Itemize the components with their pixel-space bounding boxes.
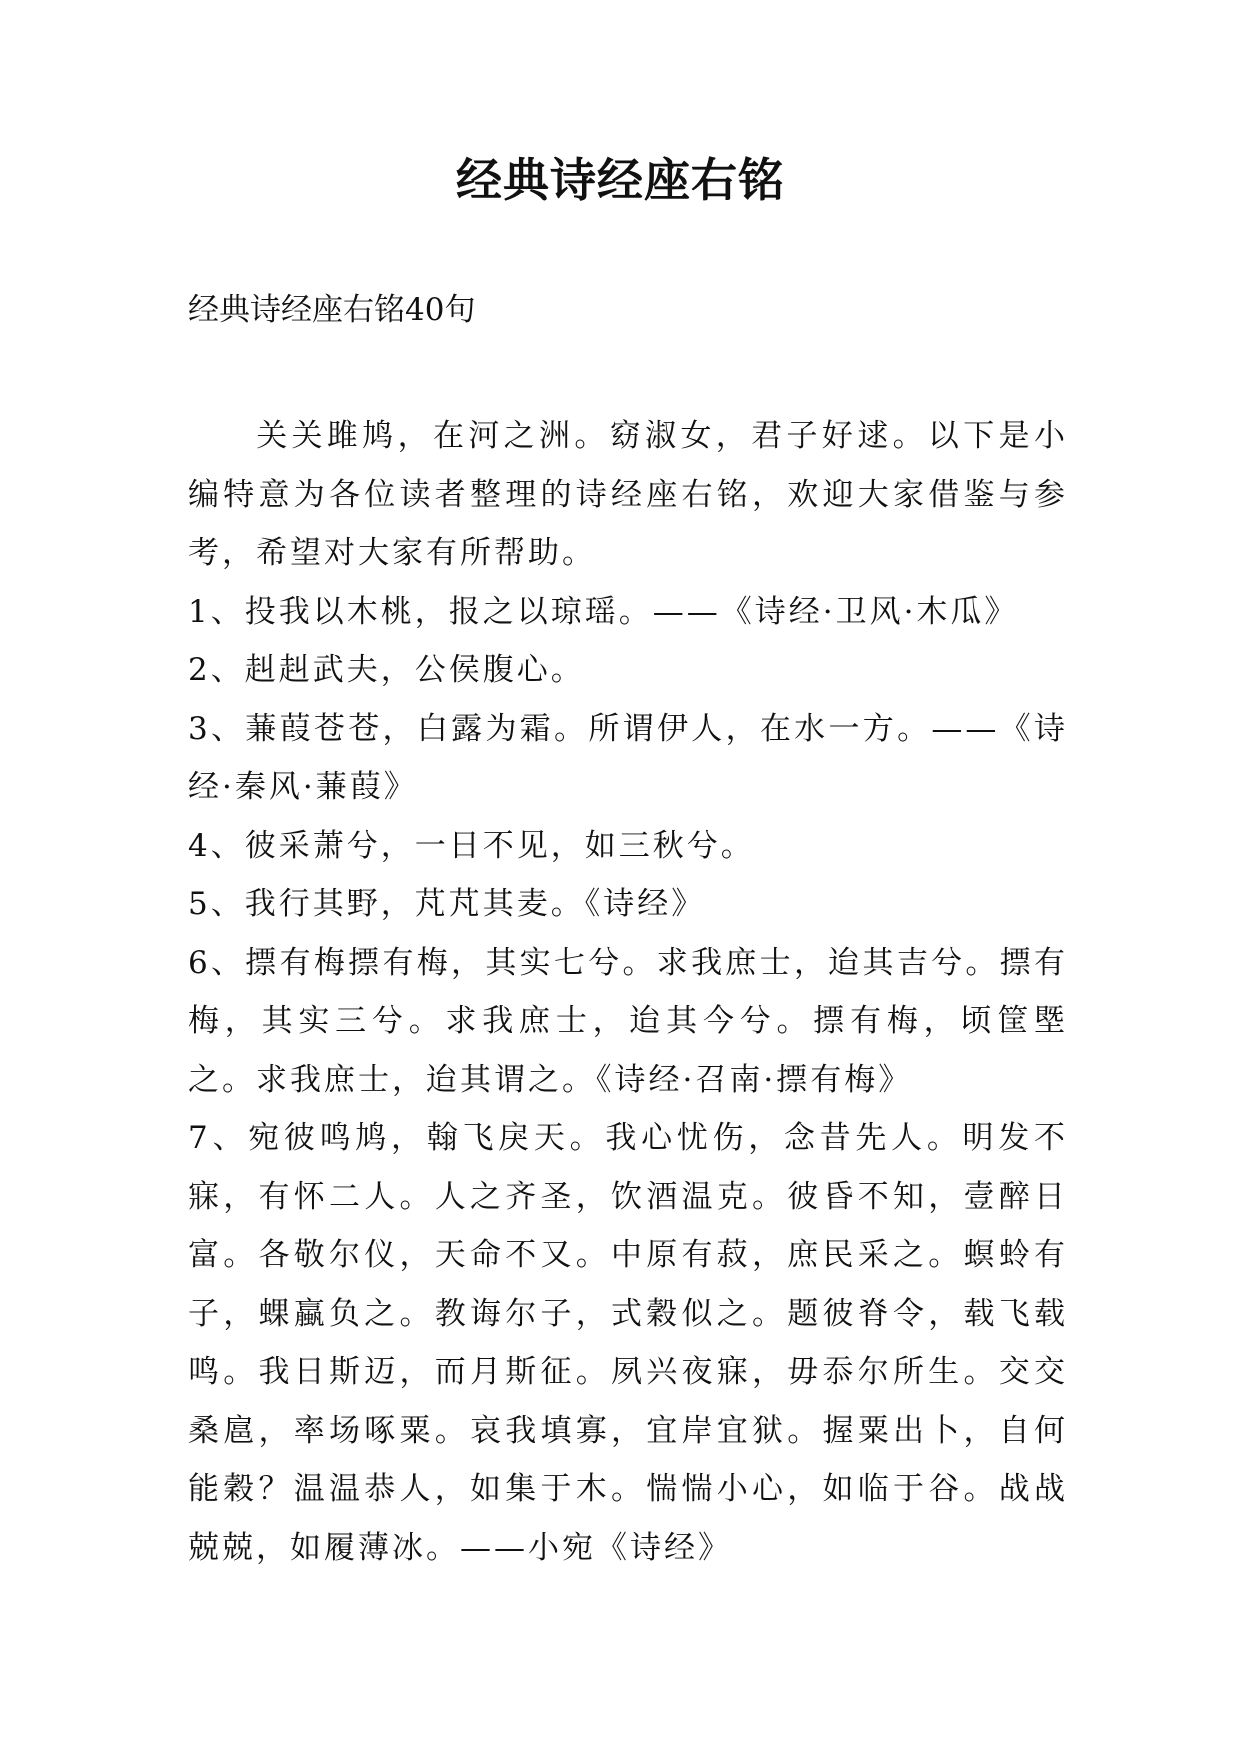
list-item: 5、我行其野，芃芃其麦。《诗经》 [188,886,706,922]
document-subtitle: 经典诗经座右铭40句 [188,292,476,328]
intro-paragraph: 关关雎鸠，在河之洲。窈淑女，君子好逑。以下是小编特意为各位读者整理的诗经座右铭，欢迎大家借鉴与参考，希望对大家有所帮助。 [188,418,1068,571]
document-body [188,407,1068,1577]
list-item: 4、彼采萧兮，一日不见，如三秋兮。 [188,827,755,864]
list-item: 2、赳赳武夫，公侯腹心。 [188,652,585,688]
list-item: 7、宛彼鸣鸠，翰飞戾天。我心忧伤，念昔先人。明发不寐，有怀二人。人之齐圣，饮酒温克。彼昏不知，壹醉日富。各敬尔仪，天命不又。中原有菽，庶民采之。螟蛉有子，蜾蠃负之。教诲尔子，式穀似之。题彼脊令，载飞载鸣。我日斯迈，而月斯征。夙兴夜寐，毋忝尔所生。交交桑扈，率场啄粟。哀我填寡，宜岸宜狱。握粟出卜，自何能穀？温温恭人，如集于木。惴惴小心，如临于谷。战战兢兢，如履薄冰。——小宛《诗经》 [188,1120,1068,1566]
list-item: 6、摽有梅摽有梅，其实七兮。求我庶士，迨其吉兮。摽有梅，其实三兮。求我庶士，迨其今兮。摽有梅，顷筐塈之。求我庶士，迨其谓之。《诗经·召南·摽有梅》 [188,944,1068,1098]
list-item: 1、投我以木桃，报之以琼瑶。——《诗经·卫风·木瓜》 [188,593,1019,630]
page-title: 经典诗经座右铭 [456,153,785,207]
list-item: 3、蒹葭苍苍，白露为霜。所谓伊人，在水一方。——《诗经·秦风·蒹葭》 [188,710,1068,805]
